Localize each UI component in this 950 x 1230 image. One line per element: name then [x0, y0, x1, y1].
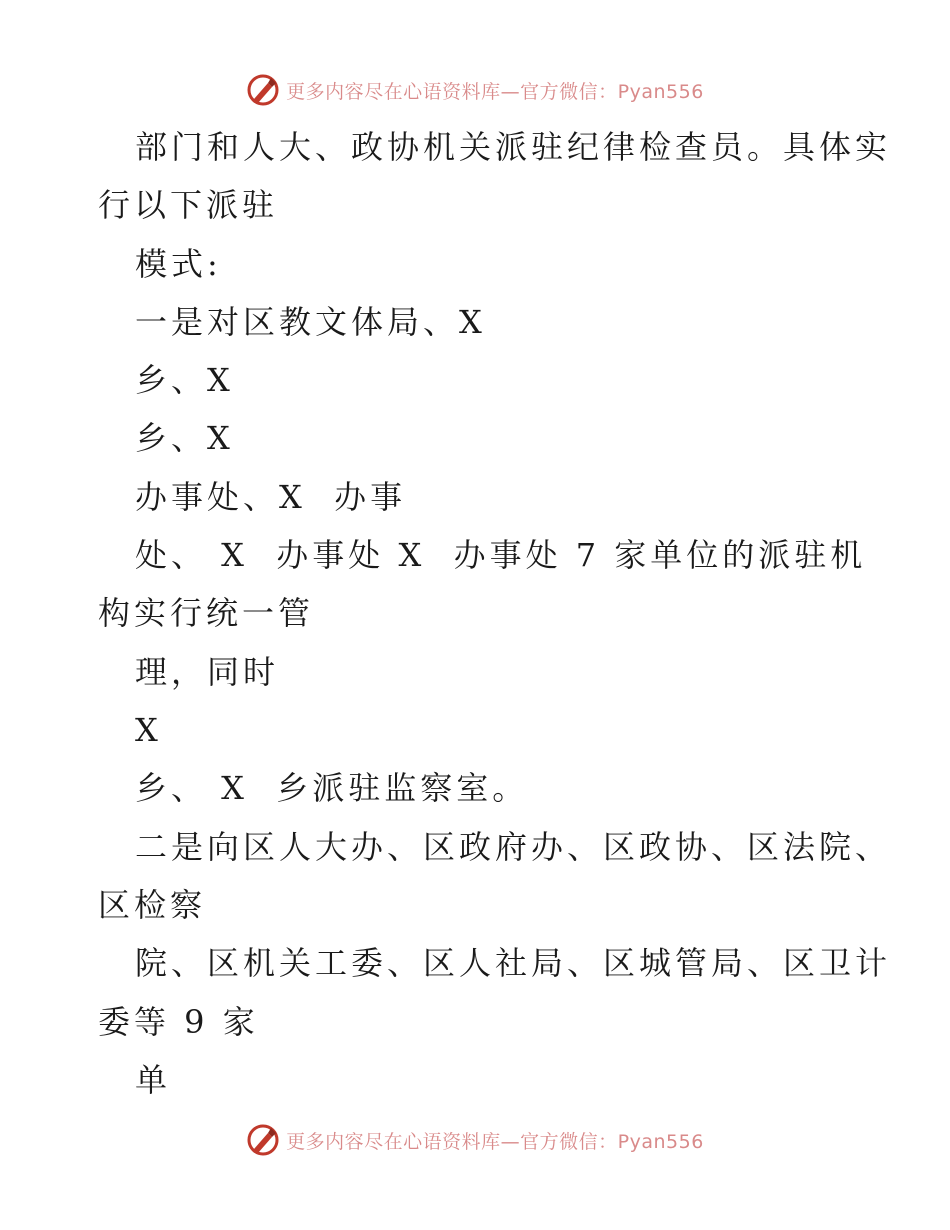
text-line: 处、 X 办事处 X 办事处 7 家单位的派驻机	[135, 536, 867, 574]
text-line: 模式:	[135, 245, 222, 283]
text-line: 区检察	[98, 886, 207, 924]
pen-logo-icon	[246, 1123, 280, 1157]
text-line: 行以下派驻	[98, 186, 279, 224]
text-line: 一是对区教文体局、X	[135, 303, 486, 341]
text-line: X	[135, 711, 162, 749]
footer-banner-text: 更多内容尽在心语资料库—官方微信：Pyan556	[286, 1130, 704, 1153]
text-line: 理，同时	[135, 653, 280, 691]
text-line: 二是向区人大办、区政府办、区政协、区法院、	[135, 828, 892, 866]
text-line: 院、区机关工委、区人社局、区城管局、区卫计	[135, 944, 892, 982]
text-line: 单	[135, 1061, 172, 1099]
header-banner	[0, 70, 950, 110]
text-line: 构实行统一管	[98, 594, 315, 632]
text-line: 委等 9 家	[98, 1003, 259, 1041]
header-banner-text: 更多内容尽在心语资料库—官方微信：Pyan556	[286, 80, 704, 103]
footer-banner	[0, 1120, 950, 1160]
text-line: 乡、X	[135, 419, 234, 457]
text-line: 办事处、X 办事	[135, 478, 407, 516]
pen-logo-icon	[246, 73, 280, 107]
text-line: 乡、X	[135, 361, 234, 399]
text-line: 乡、 X 乡派驻监察室。	[135, 769, 529, 807]
text-line: 部门和人大、政协机关派驻纪律检查员。具体实	[135, 128, 892, 166]
